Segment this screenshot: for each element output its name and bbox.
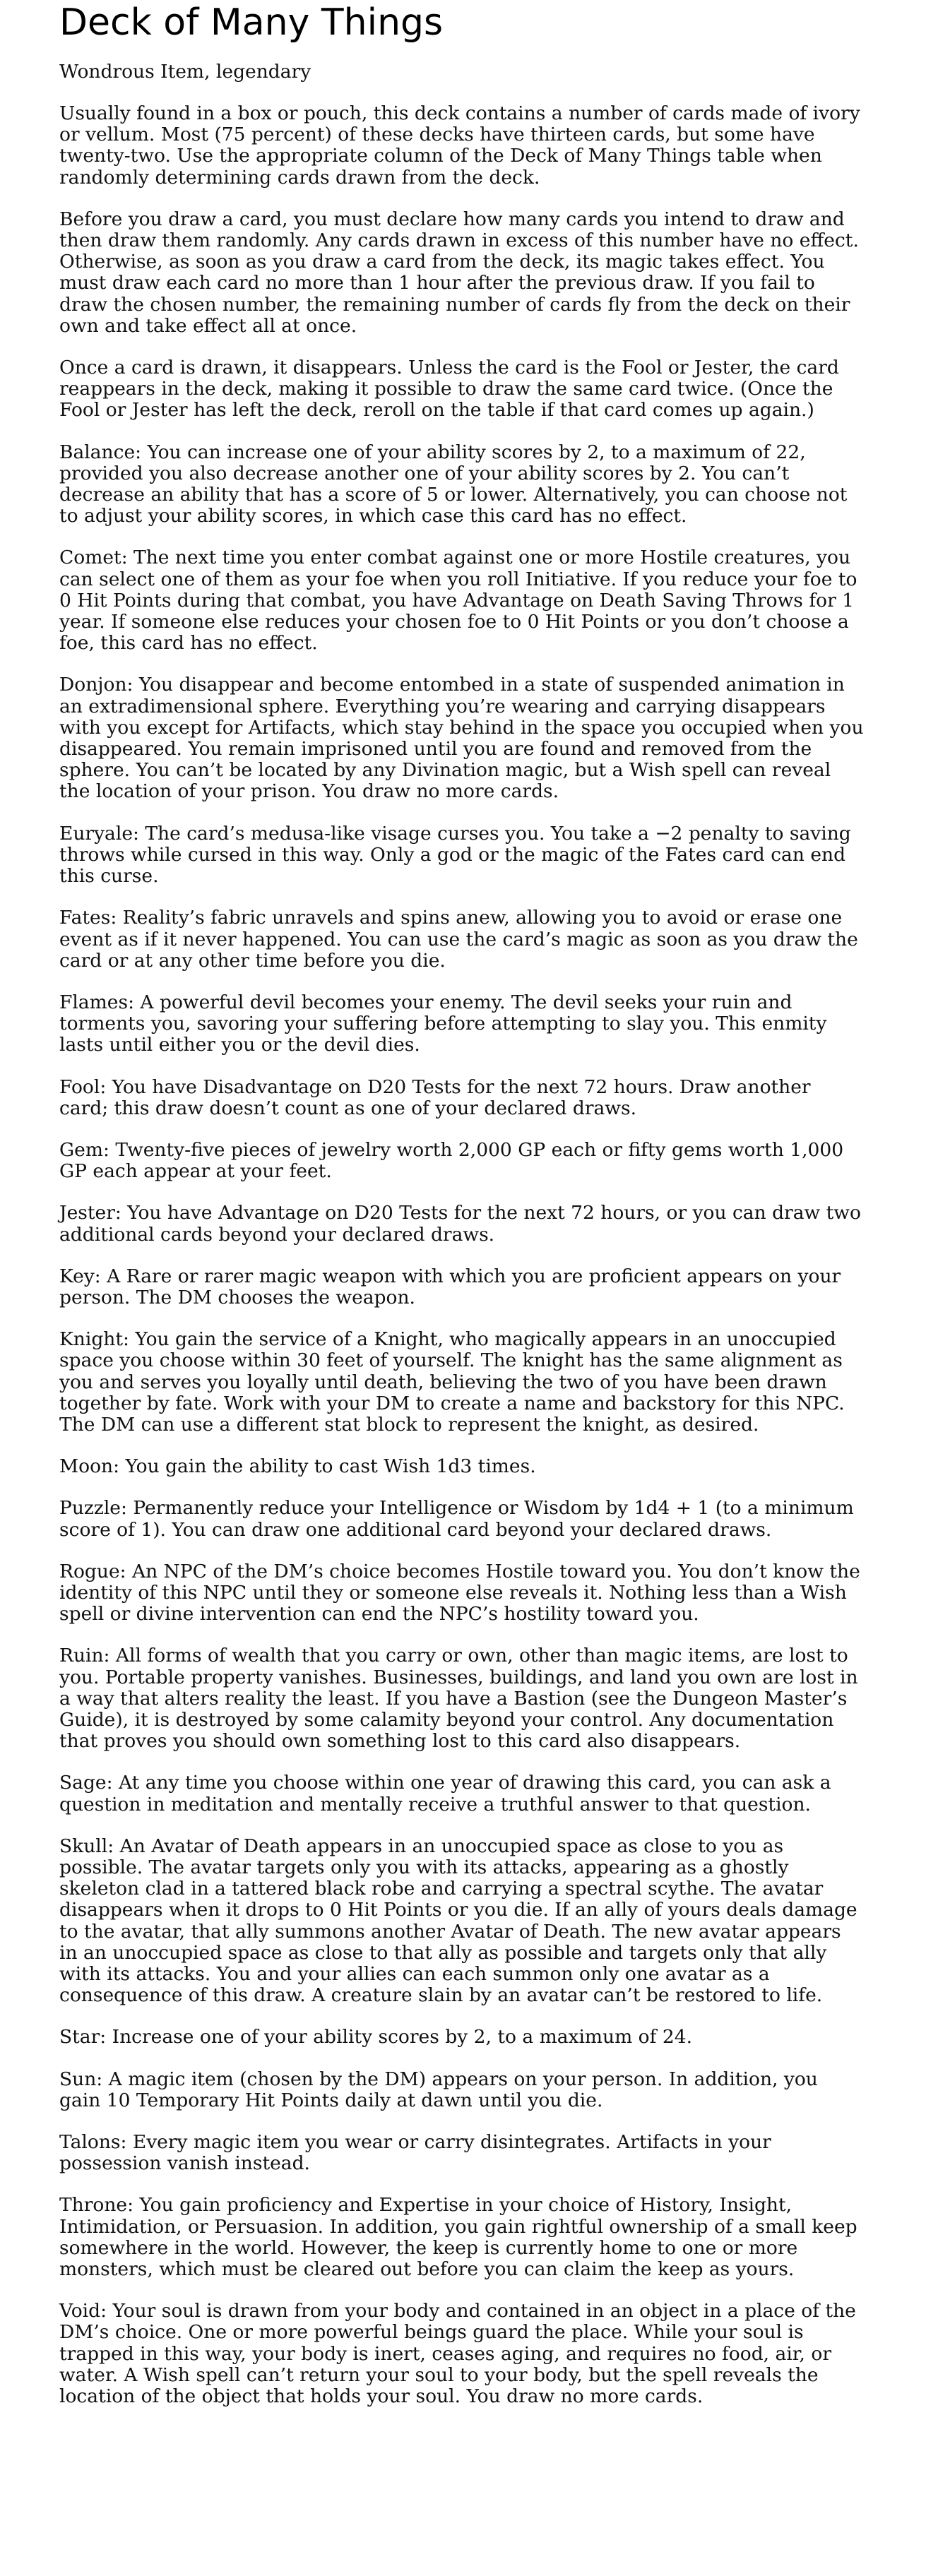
paragraph-line: Void: Your soul is drawn from your body and contained in an object in a place of the [59, 2300, 856, 2322]
paragraph-fool [59, 1077, 907, 1119]
paragraph-rogue [59, 1561, 907, 1626]
paragraph-donjon [59, 674, 907, 802]
paragraph-line: space you choose within 30 feet of yourself. The knight has the same alignment as [59, 1349, 843, 1372]
paragraph-line: question in meditation and mentally receive a truthful answer to that question. [59, 1793, 811, 1815]
paragraph-line: Usually found in a box or pouch, this deck contains a number of cards made of ivory [59, 102, 860, 124]
paragraph-line: Key: A Rare or rarer magic weapon with which you are proficient appears on your [59, 1265, 841, 1287]
paragraph-line: Euryale: The card’s medusa-like visage curses you. You take a −2 penalty to saving [59, 822, 851, 845]
paragraph-intro [59, 103, 907, 189]
paragraph-line: own and take effect all at once. [59, 314, 357, 337]
paragraph-line: Puzzle: Permanently reduce your Intelligence or Wisdom by 1d4 + 1 (to a minimum [59, 1497, 854, 1520]
paragraph-line: must draw each card no more than 1 hour after the previous draw. If you fail to [59, 272, 815, 294]
paragraph-line: randomly determining cards drawn from the deck. [59, 166, 540, 189]
paragraph-line: a way that alters reality the least. If you have a Bastion (see the Dungeon Master’s [59, 1687, 848, 1710]
paragraph-line: Sun: A magic item (chosen by the DM) appears on your person. In addition, you [59, 2068, 818, 2090]
paragraph-line: this curse. [59, 865, 159, 888]
item-description-page [59, 0, 907, 2407]
paragraph-flames [59, 992, 907, 1056]
paragraph-line: GP each appear at your feet. [59, 1160, 332, 1183]
paragraph-line: Fool: You have Disadvantage on D20 Tests for the next 72 hours. Draw another [59, 1075, 811, 1098]
paragraph-line: Throne: You gain proficiency and Expertise in your choice of History, Insight, [59, 2194, 792, 2217]
paragraph-line: water. A Wish spell can’t return your soul to your body, but the spell reveals the [59, 2363, 819, 2386]
paragraph-line: provided you also decrease another one of your ability scores by 2. You can’t [59, 462, 790, 484]
paragraph-line: to the avatar, that ally summons another Avatar of Death. The new avatar appears [59, 1920, 841, 1943]
paragraph-line: Intimidation, or Persuasion. In addition, you gain rightful ownership of a small keep [59, 2215, 857, 2238]
paragraph-line: Balance: You can increase one of your ability scores by 2, to a maximum of 22, [59, 441, 806, 463]
paragraph-line: foe, this card has no effect. [59, 632, 318, 655]
paragraph-line: Jester: You have Advantage on D20 Tests for the next 72 hours, or you can draw two [59, 1202, 861, 1224]
paragraph-line: card or at any other time before you die. [59, 949, 446, 972]
paragraph-line: 0 Hit Points during that combat, you have Advantage on Death Saving Throws for 1 [59, 589, 855, 612]
paragraph-line: consequence of this draw. A creature slain by an avatar can’t be restored to life. [59, 1984, 823, 2007]
paragraph-line: trapped in this way, your body is inert, ceases aging, and requires no food, air, or [59, 2342, 832, 2365]
paragraph-line: sphere. You can’t be located by any Divination magic, but a Wish spell can reveal [59, 759, 831, 782]
paragraph-line: you. Portable property vanishes. Businesses, buildings, and land you own are lost in [59, 1666, 858, 1688]
paragraph-line: or vellum. Most (75 percent) of these decks have thirteen cards, but some have [59, 124, 815, 146]
paragraph-line: twenty-two. Use the appropriate column of the Deck of Many Things table when [59, 145, 822, 167]
paragraph-line: Ruin: All forms of wealth that you carry or own, other than magic items, are lost to [59, 1645, 848, 1667]
paragraph-line: Sage: At any time you choose within one year of drawing this card, you can ask a [59, 1772, 831, 1794]
description-body [59, 103, 907, 2407]
paragraph-line: skeleton clad in a tattered black robe and carrying a spectral scythe. The avatar [59, 1878, 824, 1900]
paragraph-fates [59, 907, 907, 972]
paragraph-moon [59, 1456, 907, 1477]
paragraph-void [59, 2301, 907, 2407]
paragraph-line: Once a card is drawn, it disappears. Unless the card is the Fool or Jester, the card [59, 357, 839, 379]
paragraph-line: Skull: An Avatar of Death appears in an unoccupied space as close to you as [59, 1835, 784, 1857]
paragraph-line: event as if it never happened. You can use the card’s magic as soon as you draw the [59, 928, 858, 950]
paragraph-line: possession vanish instead. [59, 2152, 310, 2175]
paragraph-line: Talons: Every magic item you wear or carry disintegrates. Artifacts in your [59, 2131, 771, 2154]
paragraph-line: person. The DM chooses the weapon. [59, 1286, 415, 1308]
paragraph-line: possible. The avatar targets only you with its attacks, appearing as a ghostly [59, 1856, 789, 1878]
paragraph-talons [59, 2132, 907, 2174]
paragraph-card-disappears [59, 357, 907, 422]
paragraph-jester [59, 1203, 907, 1245]
paragraph-knight [59, 1329, 907, 1436]
paragraph-line: Flames: A powerful devil becomes your enemy. The devil seeks your ruin and [59, 991, 792, 1013]
paragraph-line: identity of this NPC until they or someone else reveals it. Nothing less than a Wish [59, 1581, 847, 1604]
paragraph-line: Moon: You gain the ability to cast Wish 1d3 times. [59, 1455, 536, 1478]
paragraph-line: decrease an ability that has a score of 5 or lower. Alternatively, you can choose not [59, 484, 848, 506]
paragraph-ruin [59, 1645, 907, 1752]
paragraph-euryale [59, 823, 907, 888]
paragraph-star [59, 2027, 907, 2048]
paragraph-line: can select one of them as your foe when you roll Initiative. If you reduce your foe to [59, 568, 857, 590]
paragraph-line: that proves you should own something lost to this card also disappears. [59, 1730, 741, 1753]
paragraph-line: lasts until either you or the devil dies. [59, 1034, 420, 1056]
paragraph-line: card; this draw doesn’t count as one of your declared draws. [59, 1097, 636, 1119]
paragraph-skull [59, 1836, 907, 2007]
paragraph-line: Comet: The next time you enter combat against one or more Hostile creatures, you [59, 547, 851, 569]
paragraph-line: you and serves you loyally until death, believing the two of you have been drawn [59, 1371, 827, 1393]
paragraph-gem [59, 1140, 907, 1182]
page-title: Deck of Many Things [59, 1, 444, 44]
paragraph-line: score of 1). You can draw one additional card beyond your declared draws. [59, 1518, 772, 1541]
paragraph-line: then draw them randomly. Any cards drawn in excess of this number have no effect. [59, 229, 859, 252]
paragraph-line: spell or divine intervention can end the NPC’s hostility toward you. [59, 1603, 699, 1626]
paragraph-line: The DM can use a different stat block to represent the knight, as desired. [59, 1413, 759, 1436]
paragraph-line: reappears in the deck, making it possible to draw the same card twice. (Once the [59, 378, 833, 400]
paragraph-sage [59, 1772, 907, 1815]
paragraph-line: DM’s choice. One or more powerful beings guard the place. While your soul is [59, 2321, 804, 2344]
paragraph-line: Star: Increase one of your ability scores by 2, to a maximum of 24. [59, 2026, 692, 2049]
paragraph-line: torments you, savoring your suffering before attempting to slay you. This enmity [59, 1013, 827, 1035]
paragraph-line: with you except for Artifacts, which stay behind in the space you occupied when you [59, 716, 864, 739]
paragraph-line: Before you draw a card, you must declare how many cards you intend to draw and [59, 208, 845, 230]
paragraph-line: Gem: Twenty-five pieces of jewelry worth 2,000 GP each or fifty gems worth 1,000 [59, 1138, 844, 1161]
paragraph-line: disappears when it drops to 0 Hit Points or you die. If an ally of yours deals damage [59, 1899, 857, 1921]
paragraph-puzzle [59, 1498, 907, 1540]
item-type-subtitle: Wondrous Item, legendary [59, 61, 311, 83]
paragraph-sun [59, 2069, 907, 2111]
paragraph-line: additional cards beyond your declared draws. [59, 1223, 495, 1246]
paragraph-line: in an unoccupied space as close to that ally as possible and targets only that ally [59, 1941, 827, 1964]
paragraph-line: the location of your prison. You draw no more cards. [59, 780, 559, 803]
paragraph-line: Guide), it is destroyed by some calamity beyond your control. Any documentation [59, 1708, 834, 1731]
paragraph-comet [59, 547, 907, 654]
paragraph-line: draw the chosen number, the remaining number of cards fly from the deck on their [59, 293, 850, 316]
paragraph-line: Fates: Reality’s fabric unravels and spins anew, allowing you to avoid or erase one [59, 907, 843, 929]
paragraph-line: location of the object that holds your soul. You draw no more cards. [59, 2385, 704, 2408]
paragraph-line: to adjust your ability scores, in which case this card has no effect. [59, 505, 687, 527]
paragraph-line: disappeared. You remain imprisoned until you are found and removed from the [59, 738, 812, 761]
paragraph-line: Fool or Jester has left the deck, reroll on the table if that card comes up again.) [59, 399, 814, 422]
paragraph-line: Otherwise, as soon as you draw a card from the deck, its magic takes effect. You [59, 251, 825, 273]
paragraph-line: Donjon: You disappear and become entombed in a state of suspended animation in [59, 674, 845, 696]
paragraph-line: throws while cursed in this way. Only a god or the magic of the Fates card can end [59, 843, 846, 866]
paragraph-line: together by fate. Work with your DM to create a name and backstory for this NPC. [59, 1392, 845, 1414]
paragraph-line: Knight: You gain the service of a Knight, who magically appears in an unoccupied [59, 1328, 836, 1351]
paragraph-drawing-rules [59, 209, 907, 337]
paragraph-line: year. If someone else reduces your chosen foe to 0 Hit Points or you don’t choose a [59, 611, 849, 633]
paragraph-line: Rogue: An NPC of the DM’s choice becomes Hostile toward you. You don’t know the [59, 1560, 860, 1582]
paragraph-balance [59, 442, 907, 527]
paragraph-line: an extradimensional sphere. Everything you’re wearing and carrying disappears [59, 695, 826, 717]
paragraph-line: with its attacks. You and your allies can each summon only one avatar as a [59, 1963, 770, 1986]
paragraph-line: monsters, which must be cleared out before you can claim the keep as yours. [59, 2258, 795, 2281]
paragraph-throne [59, 2195, 907, 2280]
paragraph-key [59, 1266, 907, 1308]
paragraph-line: gain 10 Temporary Hit Points daily at dawn until you die. [59, 2089, 603, 2111]
paragraph-line: somewhere in the world. However, the keep is currently home to one or more [59, 2236, 798, 2259]
